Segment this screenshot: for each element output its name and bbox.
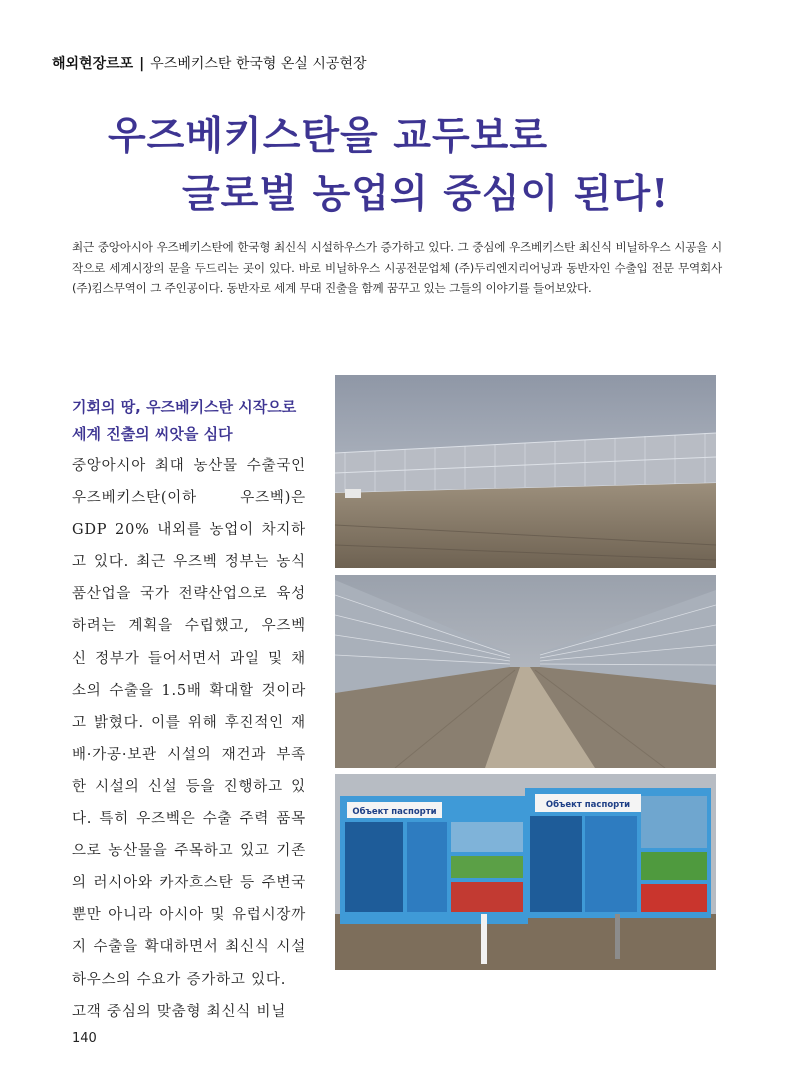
photo-project-billboards [335,774,716,970]
article-subheading: 기회의 땅, 우즈베키스탄 시작으로 세계 진출의 씨앗을 심다 [72,398,297,443]
article-body [72,450,306,1028]
billboard-right-title: Объект паспорти [545,800,631,810]
header-topic: 우즈베키스탄 한국형 온실 시공현장 [150,56,367,72]
body-paragraph: 중앙아시아 최대 농산물 수출국인 우즈베키스탄(이하 우즈벡)은 GDP 20% 내외를 농업이 차지하고 있다. 최근 우즈벡 정부는 농식품산업을 국가 전략산업으로 육성하려는 계획을 수립했고, 우즈벡 신 정부가 들어서면서 과일 및 채소의 수출을 1.5배 확대할 것이라고 밝혔다. 이를 위해 후진적인 재배·가공·보관 시설의 재건과 부족한 시설의 신설 등을 진행하고 있다. 특히 우즈벡은 수출 주력 품목으로 농산물을 주목하고 있고 기존의 러시아와 카자흐스탄 등 주변국뿐만 아니라 아시아 및 유럽시장까지 수출을 확대하면서 최신식 시설하우스의 수요가 증가하고 있다. [72,458,306,988]
title-line-1: 우즈베키스탄을 교두보로 [108,113,548,159]
photo-greenhouse-road [335,575,716,768]
billboard-left [340,796,528,924]
running-header [52,53,367,73]
billboard-left-title: Объект паспорти [352,807,437,817]
lead-paragraph: 최근 중앙아시아 우즈베키스탄에 한국형 최신식 시설하우스가 증가하고 있다. 그 중심에 우즈베키스탄 최신식 비닐하우스 시공을 시작으로 세계시장의 문을 두드리는 곳이 있다. 바로 비닐하우스 시공전문업체 (주)두리엔지리어닝과 동반자인 수출입 전문 무역회사 (주)킴스무역이 그 주인공이다. 동반자로 세계 무대 진출을 함께 꿈꾸고 있는 그들의 이야기를 들어보았다. [72,240,722,295]
body-continuation: 고객 중심의 맞춤형 최신식 비닐 [72,1003,287,1020]
section-name: 해외현장르포 [52,56,134,72]
billboard-right [525,788,711,918]
photo-greenhouse-construction [335,375,716,568]
header-separator: | [139,56,145,72]
page-number: 140 [72,1031,97,1046]
title-line-2: 글로벌 농업의 중심이 된다! [182,171,670,217]
